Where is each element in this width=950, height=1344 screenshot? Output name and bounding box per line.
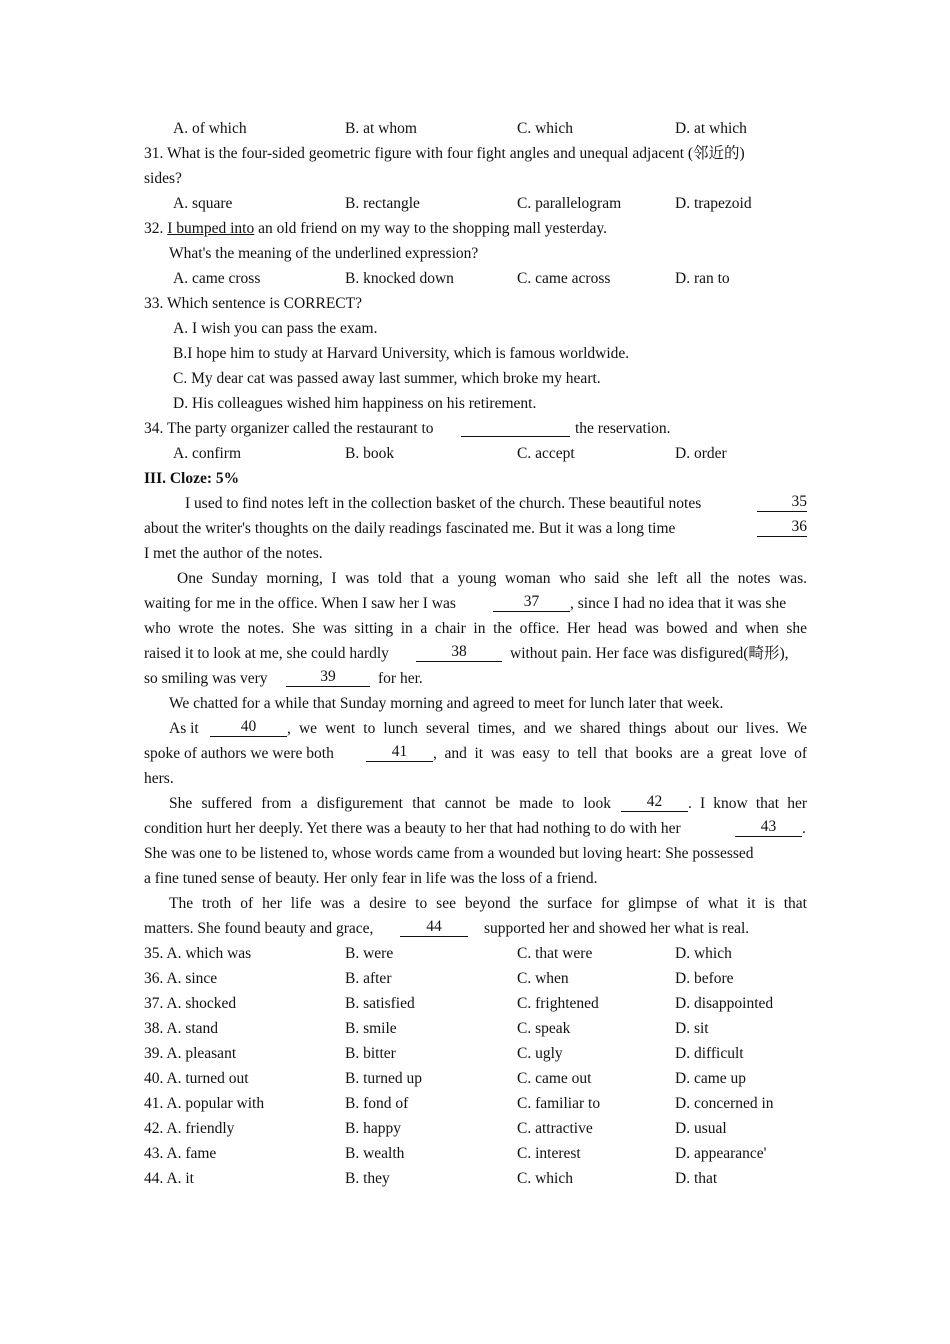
cloze-p1-text1: I used to find notes left in the collection basket of the church. These beautiful notes	[185, 495, 702, 512]
answer-option-a: 35. A. which was	[144, 945, 252, 962]
cloze-p5-line1	[0, 791, 950, 816]
q32-stem-rest: an old friend on my way to the shopping mall yesterday.	[254, 220, 608, 237]
cloze-p1-line1	[0, 491, 950, 516]
answer-row	[0, 1091, 950, 1116]
q33-option-b: B.I hope him to study at Harvard University, which is famous worldwide.	[173, 345, 630, 362]
answer-option-a: 39. A. pleasant	[144, 1045, 237, 1062]
answer-option-b: B. fond of	[345, 1095, 409, 1112]
q33-option-a: A. I wish you can pass the exam.	[173, 320, 378, 337]
cloze-blank-43: 43	[735, 816, 802, 837]
q34-blank	[461, 416, 570, 437]
q34-stem-b: the reservation.	[575, 420, 671, 437]
cloze-blank-44: 44	[400, 916, 468, 937]
q33-stem: 33. Which sentence is CORRECT?	[144, 295, 362, 312]
answer-row	[0, 1041, 950, 1066]
answer-option-d: D. before	[675, 970, 734, 987]
q30-option-c: C. which	[517, 120, 573, 137]
cloze-p2-line1	[0, 566, 950, 591]
cloze-p6-line1	[0, 891, 950, 916]
answer-option-b: B. wealth	[345, 1145, 405, 1162]
q31-stem: 31. What is the four-sided geometric figure with four fight angles and unequal adjacent (邻近的)	[144, 145, 745, 162]
answer-option-b: B. were	[345, 945, 394, 962]
cloze-p5-period: .	[802, 820, 806, 837]
answer-option-a: 44. A. it	[144, 1170, 194, 1187]
answer-option-c: C. familiar to	[517, 1095, 601, 1112]
answer-option-b: B. satisfied	[345, 995, 415, 1012]
q33-option-c-line	[0, 366, 950, 391]
q32-option-b: B. knocked down	[345, 270, 454, 287]
answer-option-c: C. came out	[517, 1070, 592, 1087]
q31-option-b: B. rectangle	[345, 195, 420, 212]
answer-row	[0, 991, 950, 1016]
cloze-blank-38: 38	[416, 641, 502, 662]
answer-option-c: C. interest	[517, 1145, 581, 1162]
q32-underlined-expression: I bumped into	[167, 220, 255, 237]
answer-option-c: C. which	[517, 1170, 573, 1187]
answer-option-b: B. bitter	[345, 1045, 396, 1062]
answer-row	[0, 966, 950, 991]
cloze-p2-line2	[0, 591, 950, 616]
cloze-p2-line3	[0, 616, 950, 641]
q34-options	[0, 441, 950, 466]
q33-option-c: C. My dear cat was passed away last summer, which broke my heart.	[173, 370, 601, 387]
q33-option-d: D. His colleagues wished him happiness on his retirement.	[173, 395, 537, 412]
cloze-p1-line3	[0, 541, 950, 566]
answer-option-d: D. usual	[675, 1120, 727, 1137]
cloze-p5-text1a: She suffered from a disfigurement that cannot be made to look	[169, 795, 611, 812]
answer-option-d: D. disappointed	[675, 995, 774, 1012]
answer-option-b: B. turned up	[345, 1070, 423, 1087]
q33-stem-line	[0, 291, 950, 316]
answer-option-b: B. after	[345, 970, 392, 987]
q32-stem	[144, 216, 607, 241]
cloze-p4-text1b: , we went to lunch several times, and we shared things about our lives. We	[287, 720, 807, 737]
q33-option-d-line	[0, 391, 950, 416]
q34-option-a: A. confirm	[173, 445, 242, 462]
answer-option-a: 41. A. popular with	[144, 1095, 265, 1112]
cloze-p5-text1b: . I know that her	[688, 795, 807, 812]
q30-options	[0, 116, 950, 141]
q31-option-d: D. trapezoid	[675, 195, 752, 212]
cloze-heading-line	[0, 466, 950, 491]
cloze-p5-line2	[0, 816, 950, 841]
q30-option-a: A. of which	[173, 120, 247, 137]
q33-option-a-line	[0, 316, 950, 341]
q32-question-line	[0, 241, 950, 266]
cloze-blank-36: 36	[757, 516, 807, 537]
cloze-blank-35: 35	[757, 491, 807, 512]
cloze-p4-text1a: As it	[169, 720, 199, 737]
cloze-p2-text1: One Sunday morning, I was told that a young woman who said she left all the notes was.	[177, 570, 807, 587]
q32-option-c: C. came across	[517, 270, 611, 287]
cloze-p6-text2a: matters. She found beauty and grace,	[144, 920, 374, 937]
cloze-p4-text2a: spoke of authors we were both	[144, 745, 334, 762]
cloze-p4-text2b: , and it was easy to tell that books are a great love of	[433, 745, 807, 762]
cloze-p4-text3: hers.	[144, 770, 174, 787]
cloze-p6-text2b: supported her and showed her what is real.	[484, 920, 750, 937]
answer-row	[0, 1166, 950, 1191]
q32-option-a: A. came cross	[173, 270, 261, 287]
cloze-p5-text2a: condition hurt her deeply. Yet there was a beauty to her that had nothing to do with her	[144, 820, 681, 837]
answer-option-a: 40. A. turned out	[144, 1070, 249, 1087]
q31-stem-line2	[0, 166, 950, 191]
cloze-p2-text2a: waiting for me in the office. When I saw her I was	[144, 595, 456, 612]
cloze-p5-line4	[0, 866, 950, 891]
cloze-p1-text3: I met the author of the notes.	[144, 545, 323, 562]
cloze-p1-text2: about the writer's thoughts on the daily readings fascinated me. But it was a long time	[144, 520, 676, 537]
q34-option-c: C. accept	[517, 445, 575, 462]
answer-option-a: 38. A. stand	[144, 1020, 219, 1037]
cloze-blank-42: 42	[621, 791, 688, 812]
section-heading: III. Cloze: 5%	[144, 470, 240, 487]
answer-option-c: C. speak	[517, 1020, 571, 1037]
q34-stem-a: 34. The party organizer called the restaurant to	[144, 420, 434, 437]
answer-option-c: C. when	[517, 970, 569, 987]
cloze-p3-line1	[0, 691, 950, 716]
q30-option-d: D. at which	[675, 120, 747, 137]
cloze-blank-40: 40	[210, 716, 287, 737]
q34-option-d: D. order	[675, 445, 727, 462]
cloze-p3-text1: We chatted for a while that Sunday morning and agreed to meet for lunch later that week.	[169, 695, 724, 712]
answer-row	[0, 1116, 950, 1141]
cloze-p2-text3: who wrote the notes. She was sitting in a chair in the office. Her head was bowed and when she	[144, 620, 807, 637]
answer-option-c: C. that were	[517, 945, 593, 962]
q31-option-c: C. parallelogram	[517, 195, 622, 212]
cloze-p2-text5b: for her.	[378, 670, 423, 687]
q34-stem-line	[0, 416, 950, 441]
answer-option-c: C. frightened	[517, 995, 599, 1012]
q32-option-d: D. ran to	[675, 270, 730, 287]
q30-option-b: B. at whom	[345, 120, 417, 137]
cloze-p2-line4	[0, 641, 950, 666]
answer-row	[0, 941, 950, 966]
q32-stem-line	[0, 216, 950, 241]
cloze-blank-39: 39	[286, 666, 370, 687]
answer-option-c: C. attractive	[517, 1120, 593, 1137]
cloze-p2-line5	[0, 666, 950, 691]
answer-option-d: D. appearance'	[675, 1145, 767, 1162]
answer-option-a: 37. A. shocked	[144, 995, 237, 1012]
q32-question: What's the meaning of the underlined expression?	[169, 245, 479, 262]
q34-option-b: B. book	[345, 445, 395, 462]
q31-stem-line1	[0, 141, 950, 166]
cloze-p2-text2b: , since I had no idea that it was she	[570, 595, 787, 612]
answer-row	[0, 1016, 950, 1041]
answer-option-d: D. concerned in	[675, 1095, 774, 1112]
cloze-blank-41: 41	[366, 741, 433, 762]
cloze-p6-text1: The troth of her life was a desire to see beyond the surface for glimpse of what it is that	[169, 895, 807, 912]
cloze-p2-text4a: raised it to look at me, she could hardly	[144, 645, 389, 662]
cloze-p4-line1	[0, 716, 950, 741]
cloze-p5-text4: a fine tuned sense of beauty. Her only fear in life was the loss of a friend.	[144, 870, 598, 887]
cloze-p5-line3	[0, 841, 950, 866]
answer-option-d: D. came up	[675, 1070, 747, 1087]
cloze-p6-line2	[0, 916, 950, 941]
answer-option-b: B. happy	[345, 1120, 401, 1137]
cloze-p4-line2	[0, 741, 950, 766]
q33-option-b-line	[0, 341, 950, 366]
q32-options	[0, 266, 950, 291]
answer-option-d: D. sit	[675, 1020, 709, 1037]
q31-options	[0, 191, 950, 216]
cloze-p4-line3	[0, 766, 950, 791]
cloze-p2-text5a: so smiling was very	[144, 670, 268, 687]
answer-option-a: 42. A. friendly	[144, 1120, 235, 1137]
answer-option-d: D. that	[675, 1170, 718, 1187]
answer-row	[0, 1141, 950, 1166]
q31-stem-cont: sides?	[144, 170, 182, 187]
answer-option-a: 43. A. fame	[144, 1145, 217, 1162]
answer-option-a: 36. A. since	[144, 970, 218, 987]
q32-number: 32.	[144, 220, 168, 237]
answer-option-b: B. smile	[345, 1020, 397, 1037]
cloze-p1-line2	[0, 516, 950, 541]
answer-option-b: B. they	[345, 1170, 390, 1187]
answer-option-c: C. ugly	[517, 1045, 563, 1062]
answer-row	[0, 1066, 950, 1091]
q31-option-a: A. square	[173, 195, 233, 212]
answer-option-d: D. which	[675, 945, 732, 962]
cloze-p5-text3: She was one to be listened to, whose words came from a wounded but loving heart: She possessed	[144, 845, 754, 862]
answer-option-d: D. difficult	[675, 1045, 744, 1062]
cloze-blank-37: 37	[493, 591, 570, 612]
cloze-p2-text4b: without pain. Her face was disfigured(畸形),	[510, 645, 789, 662]
